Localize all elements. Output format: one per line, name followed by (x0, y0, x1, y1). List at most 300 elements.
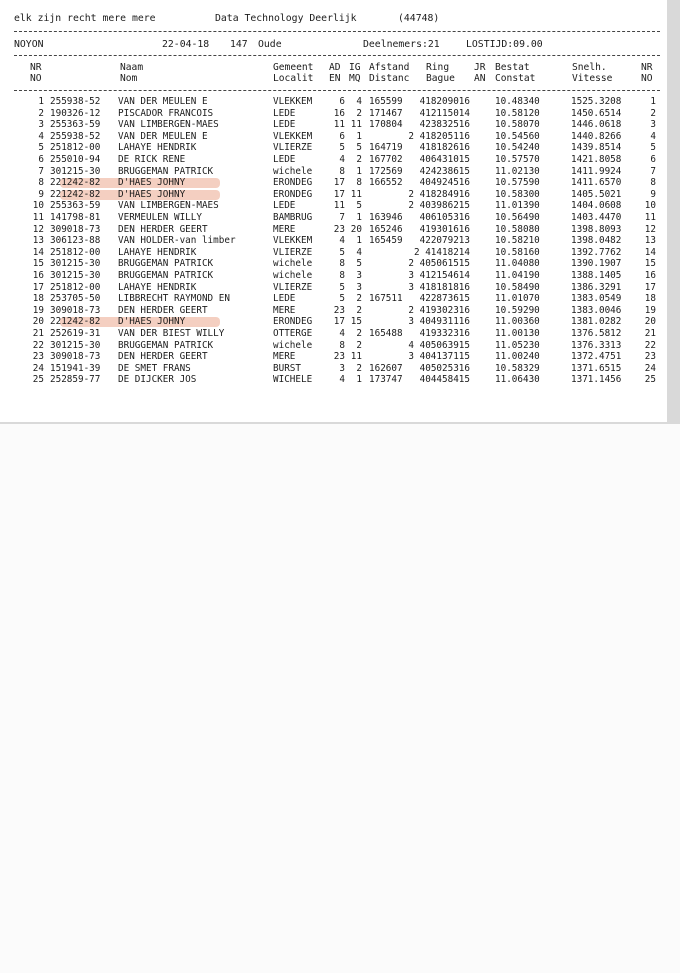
column-header: Afstand (369, 62, 410, 73)
cell-name: VAN LIMBERGEN-MAES (118, 119, 219, 130)
cell-arrival: 10.58120 (495, 108, 540, 119)
cell-rank: 6 (38, 154, 44, 165)
cell-arrival: 11.06430 (495, 374, 540, 385)
cell-entered: 17 (333, 177, 345, 188)
cell-speed: 1398.0482 (571, 235, 622, 246)
cell-ring: 422079213 (419, 235, 470, 246)
cell-number: 13 (644, 235, 656, 246)
cell-license: 255010-94 (50, 154, 101, 165)
cell-marked: 11 (350, 189, 362, 200)
cell-speed: 1439.8514 (571, 142, 622, 153)
cell-speed: 1440.8266 (571, 131, 622, 142)
column-header: Distanc (369, 73, 410, 84)
column-header: NO (30, 73, 42, 84)
cell-ring: 406431015 (419, 154, 470, 165)
cell-arrival: 10.58490 (495, 282, 540, 293)
cell-number: 6 (650, 154, 656, 165)
cell-speed: 1371.6515 (571, 363, 622, 374)
cell-locality: LEDE (273, 108, 296, 119)
cell-entered: 6 (339, 96, 345, 107)
cell-speed: 1525.3208 (571, 96, 622, 107)
cell-locality: wichele (273, 166, 313, 177)
cell-license: 255938-52 (50, 131, 101, 142)
cell-entered: 4 (339, 328, 345, 339)
cell-arrival: 10.54560 (495, 131, 540, 142)
cell-speed: 1383.0046 (571, 305, 622, 316)
cell-locality: VLEKKEM (273, 131, 313, 142)
cell-marked: 3 (356, 270, 362, 281)
cell-arrival: 11.04080 (495, 258, 540, 269)
cell-entered: 17 (333, 189, 345, 200)
organizer: Data Technology Deerlijk (215, 13, 357, 24)
column-header: MQ (349, 73, 361, 84)
cell-license: 252619-31 (50, 328, 101, 339)
race-category: Oude (258, 39, 282, 50)
cell-license: 301215-30 (50, 258, 101, 269)
cell-speed: 1405.5021 (571, 189, 622, 200)
cell-entered: 5 (339, 293, 345, 304)
column-header: Bague (426, 73, 455, 84)
cell-distance: 172569 (369, 166, 403, 177)
cell-locality: VLIERZE (273, 247, 313, 258)
cell-license: 309018-73 (50, 305, 101, 316)
column-header: AD (329, 62, 341, 73)
cell-name: VAN HOLDER-van limber (118, 235, 236, 246)
cell-entered: 5 (339, 247, 345, 258)
club-title: elk zijn recht mere mere (14, 13, 156, 24)
cell-distance: 165246 (369, 224, 403, 235)
cell-locality: LEDE (273, 119, 296, 130)
cell-license: 221242-82 (50, 189, 101, 200)
cell-number: 8 (650, 177, 656, 188)
cell-name: VAN DER MEULEN E (118, 96, 208, 107)
cell-speed: 1381.0282 (571, 316, 622, 327)
divider (14, 31, 660, 32)
cell-number: 21 (644, 328, 656, 339)
cell-distance: 171467 (369, 108, 403, 119)
cell-license: 253705-50 (50, 293, 101, 304)
cell-name: PISCADOR FRANCOIS (118, 108, 214, 119)
cell-entered: 3 (339, 363, 345, 374)
cell-locality: BURST (273, 363, 301, 374)
cell-speed: 1390.1907 (571, 258, 622, 269)
cell-ring: 418182616 (419, 142, 470, 153)
cell-locality: VLIERZE (273, 282, 313, 293)
cell-entered: 6 (339, 131, 345, 142)
cell-entered: 11 (333, 119, 345, 130)
cell-locality: ERONDEG (273, 316, 313, 327)
cell-license: 151941-39 (50, 363, 101, 374)
cell-marked: 1 (356, 235, 362, 246)
cell-number: 12 (644, 224, 656, 235)
cell-distance: 162607 (369, 363, 403, 374)
cell-ring: 2 403986215 (408, 200, 470, 211)
cell-marked: 2 (356, 293, 362, 304)
results-sheet (0, 0, 667, 422)
cell-distance: 165459 (369, 235, 403, 246)
column-header: Naam (120, 62, 144, 73)
cell-marked: 1 (356, 166, 362, 177)
cell-distance: 165488 (369, 328, 403, 339)
cell-arrival: 10.54240 (495, 142, 540, 153)
cell-speed: 1450.6514 (571, 108, 622, 119)
cell-entered: 4 (339, 235, 345, 246)
cell-ring: 2 418284916 (408, 189, 470, 200)
cell-arrival: 10.58329 (495, 363, 540, 374)
cell-number: 25 (644, 374, 656, 385)
cell-arrival: 11.02130 (495, 166, 540, 177)
cell-ring: 2 41418214 (414, 247, 470, 258)
cell-rank: 20 (32, 316, 44, 327)
cell-arrival: 11.00130 (495, 328, 540, 339)
cell-name: D'HAES JOHNY (118, 177, 186, 188)
cell-ring: 405025316 (419, 363, 470, 374)
cell-entered: 4 (339, 374, 345, 385)
cell-number: 7 (650, 166, 656, 177)
cell-arrival: 11.00240 (495, 351, 540, 362)
cell-rank: 8 (38, 177, 44, 188)
cell-rank: 11 (32, 212, 44, 223)
cell-marked: 11 (350, 119, 362, 130)
cell-marked: 20 (350, 224, 362, 235)
cell-entered: 8 (339, 340, 345, 351)
cell-speed: 1372.4751 (571, 351, 622, 362)
cell-marked: 1 (356, 374, 362, 385)
cell-arrival: 10.58080 (495, 224, 540, 235)
cell-name: LAHAYE HENDRIK (118, 247, 197, 258)
cell-ring: 418209016 (419, 96, 470, 107)
cell-license: 255938-52 (50, 96, 101, 107)
cell-name: DEN HERDER GEERT (118, 351, 208, 362)
cell-name: DE DIJCKER JOS (118, 374, 197, 385)
cell-locality: BAMBRUG (273, 212, 313, 223)
cell-marked: 11 (350, 351, 362, 362)
cell-speed: 1376.5812 (571, 328, 622, 339)
cell-speed: 1421.8058 (571, 154, 622, 165)
cell-entered: 16 (333, 108, 345, 119)
cell-rank: 16 (32, 270, 44, 281)
cell-name: VERMEULEN WILLY (118, 212, 202, 223)
column-header: Gemeent (273, 62, 314, 73)
cell-marked: 15 (350, 316, 362, 327)
cell-locality: VLEKKEM (273, 235, 313, 246)
cell-locality: MERE (273, 305, 296, 316)
cell-locality: VLIERZE (273, 142, 313, 153)
cell-locality: OTTERGE (273, 328, 313, 339)
cell-ring: 3 418181816 (408, 282, 470, 293)
column-header: Localit (273, 73, 314, 84)
column-header: NR (641, 62, 653, 73)
cell-rank: 2 (38, 108, 44, 119)
cell-number: 15 (644, 258, 656, 269)
cell-name: LIBBRECHT RAYMOND EN (118, 293, 230, 304)
cell-license: 221242-82 (50, 316, 101, 327)
cell-rank: 9 (38, 189, 44, 200)
cell-rank: 14 (32, 247, 44, 258)
cell-distance: 164719 (369, 142, 403, 153)
cell-speed: 1388.1405 (571, 270, 622, 281)
cell-rank: 23 (32, 351, 44, 362)
cell-marked: 4 (356, 247, 362, 258)
cell-ring: 2 405061515 (408, 258, 470, 269)
cell-arrival: 10.57570 (495, 154, 540, 165)
cell-arrival: 11.00360 (495, 316, 540, 327)
release-time: LOSTIJD:09.00 (466, 39, 543, 50)
cell-number: 16 (644, 270, 656, 281)
cell-speed: 1398.8093 (571, 224, 622, 235)
cell-distance: 165599 (369, 96, 403, 107)
cell-number: 9 (650, 189, 656, 200)
cell-locality: LEDE (273, 154, 296, 165)
blank-page (0, 424, 680, 973)
cell-rank: 15 (32, 258, 44, 269)
divider (14, 90, 660, 91)
column-header: Vitesse (572, 73, 613, 84)
cell-name: D'HAES JOHNY (118, 316, 186, 327)
cell-rank: 12 (32, 224, 44, 235)
cell-speed: 1392.7762 (571, 247, 622, 258)
column-header: EN (329, 73, 341, 84)
cell-ring: 2 418205116 (408, 131, 470, 142)
cell-locality: VLEKKEM (273, 96, 313, 107)
cell-ring: 3 404931116 (408, 316, 470, 327)
cell-name: VAN LIMBERGEN-MAES (118, 200, 219, 211)
cell-arrival: 10.48340 (495, 96, 540, 107)
cell-rank: 19 (32, 305, 44, 316)
cell-license: 301215-30 (50, 270, 101, 281)
cell-marked: 5 (356, 258, 362, 269)
cell-number: 22 (644, 340, 656, 351)
cell-marked: 2 (356, 305, 362, 316)
cell-locality: wichele (273, 258, 313, 269)
cell-number: 11 (644, 212, 656, 223)
cell-name: LAHAYE HENDRIK (118, 282, 197, 293)
column-header: IG (349, 62, 361, 73)
cell-locality: ERONDEG (273, 189, 313, 200)
race-name: NOYON (14, 39, 44, 50)
cell-name: BRUGGEMAN PATRICK (118, 270, 214, 281)
cell-number: 1 (650, 96, 656, 107)
cell-locality: MERE (273, 224, 296, 235)
column-header: NO (641, 73, 653, 84)
cell-arrival: 11.01390 (495, 200, 540, 211)
cell-license: 221242-82 (50, 177, 101, 188)
cell-entered: 8 (339, 166, 345, 177)
column-header: Constat (495, 73, 536, 84)
cell-number: 17 (644, 282, 656, 293)
cell-ring: 4 405063915 (408, 340, 470, 351)
cell-speed: 1411.6570 (571, 177, 622, 188)
column-header: AN (474, 73, 486, 84)
cell-name: VAN DER BIEST WILLY (118, 328, 225, 339)
cell-rank: 10 (32, 200, 44, 211)
participants: Deelnemers:21 (363, 39, 440, 50)
cell-entered: 8 (339, 270, 345, 281)
cell-entered: 23 (333, 305, 345, 316)
cell-license: 141798-81 (50, 212, 101, 223)
cell-license: 309018-73 (50, 351, 101, 362)
cell-marked: 2 (356, 154, 362, 165)
cell-name: DE RICK RENE (118, 154, 186, 165)
cell-ring: 3 412154614 (408, 270, 470, 281)
cell-rank: 7 (38, 166, 44, 177)
cell-entered: 5 (339, 142, 345, 153)
column-header: NR (30, 62, 42, 73)
cell-entered: 7 (339, 212, 345, 223)
cell-locality: wichele (273, 270, 313, 281)
cell-distance: 167702 (369, 154, 403, 165)
cell-license: 301215-30 (50, 340, 101, 351)
cell-arrival: 10.58160 (495, 247, 540, 258)
cell-license: 252859-77 (50, 374, 101, 385)
cell-name: VAN DER MEULEN E (118, 131, 208, 142)
column-header: Snelh. (572, 62, 607, 73)
cell-number: 19 (644, 305, 656, 316)
organizer-code: (44748) (398, 13, 440, 24)
cell-ring: 412115014 (419, 108, 470, 119)
cell-number: 14 (644, 247, 656, 258)
cell-ring: 406105316 (419, 212, 470, 223)
cell-number: 23 (644, 351, 656, 362)
cell-speed: 1383.0549 (571, 293, 622, 304)
cell-entered: 5 (339, 282, 345, 293)
cell-speed: 1376.3313 (571, 340, 622, 351)
cell-number: 24 (644, 363, 656, 374)
cell-ring: 419332316 (419, 328, 470, 339)
cell-distance: 167511 (369, 293, 403, 304)
cell-arrival: 11.01070 (495, 293, 540, 304)
cell-ring: 404924516 (419, 177, 470, 188)
cell-rank: 1 (38, 96, 44, 107)
race-count: 147 (230, 39, 248, 50)
cell-rank: 13 (32, 235, 44, 246)
cell-number: 3 (650, 119, 656, 130)
cell-ring: 419301616 (419, 224, 470, 235)
cell-entered: 23 (333, 351, 345, 362)
cell-license: 251812-00 (50, 247, 101, 258)
cell-entered: 17 (333, 316, 345, 327)
cell-rank: 25 (32, 374, 44, 385)
cell-license: 251812-00 (50, 282, 101, 293)
cell-arrival: 10.58210 (495, 235, 540, 246)
column-header: Bestat (495, 62, 530, 73)
cell-speed: 1371.1456 (571, 374, 622, 385)
cell-rank: 3 (38, 119, 44, 130)
cell-locality: LEDE (273, 200, 296, 211)
cell-speed: 1386.3291 (571, 282, 622, 293)
cell-number: 4 (650, 131, 656, 142)
cell-rank: 22 (32, 340, 44, 351)
cell-distance: 173747 (369, 374, 403, 385)
cell-ring: 2 419302316 (408, 305, 470, 316)
cell-arrival: 10.56490 (495, 212, 540, 223)
cell-name: DEN HERDER GEERT (118, 305, 208, 316)
cell-license: 255363-59 (50, 200, 101, 211)
race-date: 22-04-18 (162, 39, 210, 50)
cell-speed: 1403.4470 (571, 212, 622, 223)
cell-ring: 424238615 (419, 166, 470, 177)
cell-distance: 170804 (369, 119, 403, 130)
cell-ring: 422873615 (419, 293, 470, 304)
cell-number: 18 (644, 293, 656, 304)
cell-name: LAHAYE HENDRIK (118, 142, 197, 153)
cell-rank: 17 (32, 282, 44, 293)
cell-name: D'HAES JOHNY (118, 189, 186, 200)
cell-marked: 5 (356, 200, 362, 211)
cell-marked: 2 (356, 328, 362, 339)
cell-name: DEN HERDER GEERT (118, 224, 208, 235)
cell-marked: 5 (356, 142, 362, 153)
cell-marked: 2 (356, 108, 362, 119)
cell-license: 309018-73 (50, 224, 101, 235)
cell-ring: 404458415 (419, 374, 470, 385)
cell-locality: MERE (273, 351, 296, 362)
cell-marked: 2 (356, 363, 362, 374)
cell-name: DE SMET FRANS (118, 363, 191, 374)
cell-locality: WICHELE (273, 374, 313, 385)
cell-marked: 8 (356, 177, 362, 188)
divider (14, 55, 660, 56)
cell-license: 251812-00 (50, 142, 101, 153)
cell-marked: 1 (356, 131, 362, 142)
cell-name: BRUGGEMAN PATRICK (118, 258, 214, 269)
cell-license: 306123-88 (50, 235, 101, 246)
cell-rank: 5 (38, 142, 44, 153)
column-header: Nom (120, 73, 138, 84)
cell-license: 190326-12 (50, 108, 101, 119)
cell-arrival: 10.58300 (495, 189, 540, 200)
cell-locality: ERONDEG (273, 177, 313, 188)
cell-arrival: 10.58070 (495, 119, 540, 130)
cell-ring: 3 404137115 (408, 351, 470, 362)
cell-number: 10 (644, 200, 656, 211)
cell-rank: 4 (38, 131, 44, 142)
cell-license: 255363-59 (50, 119, 101, 130)
cell-number: 2 (650, 108, 656, 119)
cell-marked: 2 (356, 340, 362, 351)
cell-distance: 166552 (369, 177, 403, 188)
cell-distance: 163946 (369, 212, 403, 223)
cell-speed: 1404.0608 (571, 200, 622, 211)
cell-rank: 24 (32, 363, 44, 374)
cell-arrival: 10.57590 (495, 177, 540, 188)
cell-entered: 4 (339, 154, 345, 165)
cell-arrival: 11.05230 (495, 340, 540, 351)
cell-marked: 4 (356, 96, 362, 107)
cell-rank: 21 (32, 328, 44, 339)
column-header: Ring (426, 62, 450, 73)
cell-speed: 1446.0618 (571, 119, 622, 130)
cell-number: 5 (650, 142, 656, 153)
cell-marked: 1 (356, 212, 362, 223)
cell-marked: 3 (356, 282, 362, 293)
cell-name: BRUGGEMAN PATRICK (118, 340, 214, 351)
cell-arrival: 10.59290 (495, 305, 540, 316)
cell-locality: LEDE (273, 293, 296, 304)
cell-number: 20 (644, 316, 656, 327)
cell-entered: 23 (333, 224, 345, 235)
column-header: JR (474, 62, 486, 73)
cell-name: BRUGGEMAN PATRICK (118, 166, 214, 177)
cell-speed: 1411.9924 (571, 166, 622, 177)
cell-locality: wichele (273, 340, 313, 351)
cell-rank: 18 (32, 293, 44, 304)
cell-ring: 423832516 (419, 119, 470, 130)
cell-entered: 8 (339, 258, 345, 269)
cell-license: 301215-30 (50, 166, 101, 177)
cell-arrival: 11.04190 (495, 270, 540, 281)
cell-entered: 11 (333, 200, 345, 211)
